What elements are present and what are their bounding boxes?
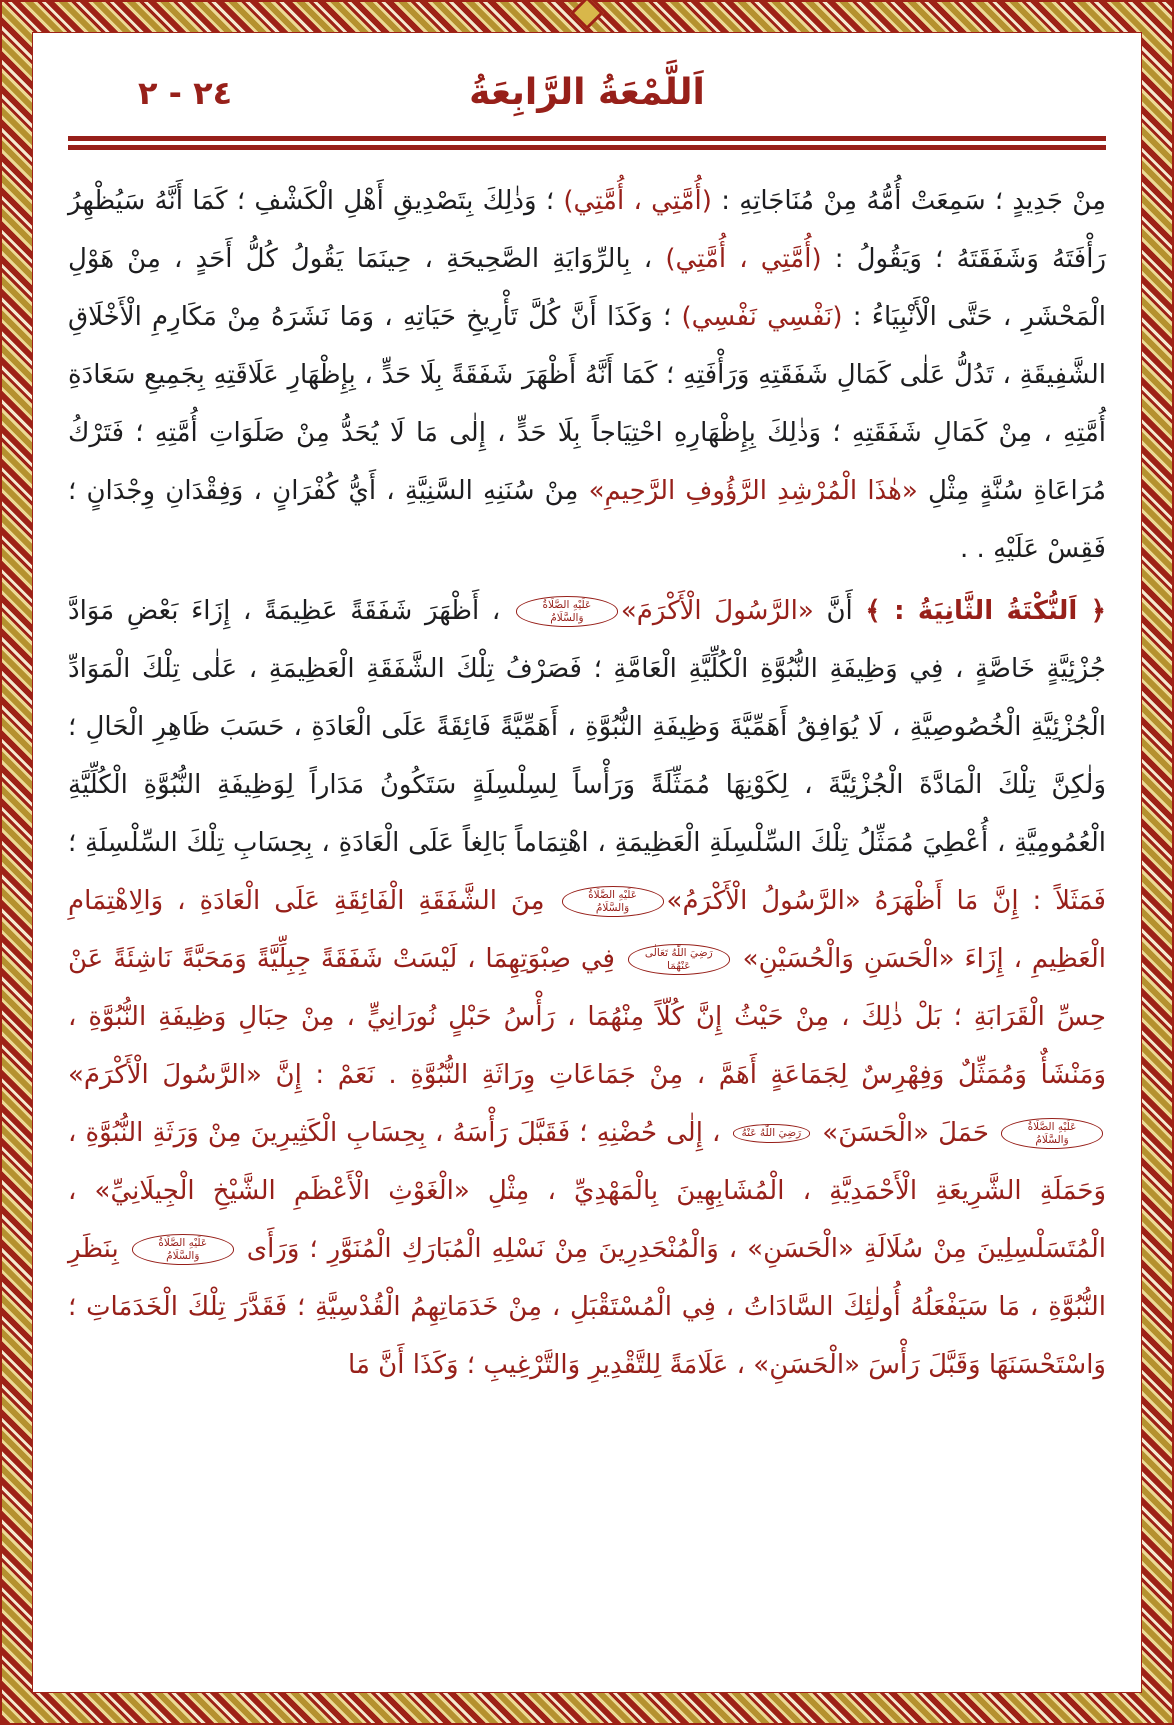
header-double-rule bbox=[68, 136, 1106, 150]
page-header bbox=[68, 58, 1106, 130]
red-phrase-ummati: (أُمَّتِي ، أُمَّتِي) bbox=[665, 244, 822, 274]
red-phrase-nafsi: (نَفْسِي نَفْسِي) bbox=[681, 302, 843, 332]
red-text-segment: فَمَثَلاً : إِنَّ مَا أَظْهَرَهُ bbox=[860, 886, 1106, 916]
red-text-segment: ، إِلٰى حُضْنِهِ ؛ فَقَبَّلَ رَأْسَهُ ، بِحِسَابِ الْكَثِيرِينَ مِنْ وَرَثَةِ النُّبُوَّةِ ، وَحَمَلَةِ الشَّرِيعَةِ الْأَحْمَدِيَّةِ ، الْمُشَابِهِينَ بِالْمَهْدِيِّ ، مِثْلِ «الْغَوْثِ الْأَعْظَمِ الشَّيْخِ الْجِيلَانِيِّ» ، الْمُتَسَلْسِلِينَ مِنْ سُلَالَةِ «الْحَسَنِ» ، وَالْمُنْحَدِرِينَ مِنْ نَسْلِهِ الْمُبَارَكِ الْمُنَوَّرِ ؛ وَرَأَى bbox=[68, 1118, 1106, 1264]
text-segment: مِنْ جَدِيدٍ ؛ سَمِعَتْ أُمُّهُ مِنْ مُنَاجَاتِهِ : bbox=[711, 186, 1106, 216]
text-segment: ؛ وَذٰلِكَ بِتَصْدِيقِ أَهْلِ الْكَشْفِ ؛ كَمَا أَنَّهُ سَيُظْهِرُ رَأْفَتَهُ وَشَفَقَتَهُ ؛ وَيَقُولُ : bbox=[68, 186, 1107, 274]
text-segment: أَنَّ bbox=[813, 596, 866, 626]
page-number: ٢٤ - ٢ bbox=[138, 74, 233, 112]
red-text-segment: فِي صِبْوَتِهِمَا ، لَيْسَتْ شَفَقَةً جِبِلِّيَّةً وَمَحَبَّةً نَاشِئَةً عَنْ حِسِّ الْقَرَابَةِ ؛ بَلْ ذٰلِكَ ، مِنْ حَيْثُ إِنَّ كُلّاً مِنْهُمَا ، رَأْسُ حَبْلٍ نُورَانِيٍّ ، مِنْ حِبَالِ وَظِيفَةِ النُّبُوَّةِ ، وَمَنْشَأٌ وَمُمَثِّلٌ وَفِهْرِسٌ لِجَمَاعَةٍ أَهَمَّ ، مِنْ جَمَاعَاتِ وِرَاثَةِ النُّبُوَّةِ . نَعَمْ : إِنَّ «الرَّسُولَ الْأَكْرَمَ» bbox=[68, 944, 1106, 1090]
section-heading-nukta-2: ﴿ اَلنُّكْتَةُ الثَّانِيَةُ : ﴾ bbox=[865, 596, 1106, 626]
text-segment: مِنْ سُنَنِهِ السَّنِيَّةِ ، أَيُّ كُفْرَانٍ ، وَفِقْدَانِ وِجْدَانٍ ؛ فَقِسْ عَلَيْهِ . . bbox=[68, 476, 1106, 564]
red-phrase-murshid: «هٰذَا الْمُرْشِدِ الرَّؤُوفِ الرَّحِيمِ» bbox=[588, 476, 918, 506]
salawat-seal: عَلَيْهِ الصَّلَاةُ وَالسَّلَامُ bbox=[516, 596, 618, 626]
radi-allah-anhu-seal: رَضِيَ اللّٰهُ عَنْهُ bbox=[733, 1124, 811, 1142]
salawat-seal: عَلَيْهِ الصَّلَاةُ وَالسَّلَامُ bbox=[1001, 1118, 1103, 1148]
body-text bbox=[68, 172, 1106, 1394]
red-text-segment: حَمَلَ «الْحَسَنَ» bbox=[813, 1118, 998, 1148]
salawat-seal: عَلَيْهِ الصَّلَاةُ وَالسَّلَامُ bbox=[562, 886, 664, 916]
red-phrase-ummati: (أُمَّتِي ، أُمَّتِي) bbox=[563, 186, 712, 216]
text-segment: ، أَظْهَرَ شَفَقَةً عَظِيمَةً ، إِزَاءَ بَعْضِ مَوَادَّ جُزْئِيَّةٍ خَاصَّةٍ ، فِي وَظِيفَةِ النُّبُوَّةِ الْكُلِّيَّةِ الْعَامَّةِ ؛ فَصَرْفُ تِلْكَ الشَّفَقَةِ الْعَظِيمَةِ ، عَلٰى تِلْكَ الْمَوَادِّ الْجُزْئِيَّةِ الْخُصُوصِيَّةِ ، لَا يُوَافِقُ أَهَمِّيَّةَ وَظِيفَةِ النُّبُوَّةِ ، أَهَمِّيَّةً فَائِقَةً عَلَى الْعَادَةِ ، حَسَبَ ظَاهِرِ الْحَالِ ؛ وَلٰكِنَّ تِلْكَ الْمَادَّةَ الْجُزْئِيَّةَ ، لِكَوْنِهَا مُمَثِّلَةً وَرَأْساً لِسِلْسِلَةٍ سَتَكُونُ مَدَاراً لِوَظِيفَةِ النُّبُوَّةِ الْكُلِّيَّةِ الْعُمُومِيَّةِ ، أُعْطِيَ مُمَثِّلُ تِلْكَ السِّلْسِلَةِ الْعَظِيمَةِ ، اهْتِمَاماً بَالِغاً عَلَى الْعَادَةِ ، بِحِسَابِ تِلْكَ السِّلْسِلَةِ ؛ bbox=[68, 596, 1106, 858]
paragraph-1 bbox=[68, 172, 1106, 578]
red-phrase-rasul-akram: «الرَّسُولَ الْأَكْرَمَ» bbox=[620, 596, 814, 626]
page-title: اَللَّمْعَةُ الرَّابِعَةُ bbox=[469, 72, 705, 113]
salawat-seal: عَلَيْهِ الصَّلَاةُ وَالسَّلَامُ bbox=[132, 1234, 234, 1264]
radi-allah-anhuma-seal: رَضِيَ اللّٰهُ تَعَالٰى عَنْهُمَا bbox=[628, 944, 730, 974]
text-segment: ؛ وَكَذَا أَنَّ كُلَّ تَأْرِيخِ حَيَاتِهِ ، وَمَا نَشَرَهُ مِنْ مَكَارِمِ الْأَخْلَاقِ الشَّفِيقَةِ ، تَدُلُّ عَلٰى كَمَالِ شَفَقَتِهِ وَرَأْفَتِهِ ؛ كَمَا أَنَّهُ أَظْهَرَ شَفَقَةً بِلَا حَدٍّ ، بِإِظْهَارِ عَلَاقَتِهِ بِجَمِيعِ سَعَادَةِ أُمَّتِهِ ، مِنْ كَمَالِ شَفَقَتِهِ ؛ وَذٰلِكَ بِإِظْهَارِهِ احْتِيَاجاً بِلَا حَدٍّ ، إِلٰى مَا لَا يُحَدُّ مِنْ صَلَوَاتِ أُمَّتِهِ ؛ فَتَرْكُ مُرَاعَاةِ سُنَّةٍ مِثْلِ bbox=[68, 302, 1106, 506]
page-content bbox=[40, 40, 1134, 1685]
red-text-segment: بِنَظَرِ النُّبُوَّةِ ، مَا سَيَفْعَلُهُ أُولٰئِكَ السَّادَاتُ ، فِي الْمُسْتَقْبَلِ ، مِنْ خَدَمَاتِهِمُ الْقُدْسِيَّةِ ؛ فَقَدَّرَ تِلْكَ الْخَدَمَاتِ ؛ وَاسْتَحْسَنَهَا وَقَبَّلَ رَأْسَ «الْحَسَنِ» ، عَلَامَةً لِلتَّقْدِيرِ وَالتَّرْغِيبِ ؛ وَكَذَا أَنَّ مَا bbox=[68, 1234, 1106, 1380]
red-phrase-rasul-akram: «الرَّسُولُ الْأَكْرَمُ» bbox=[666, 886, 861, 916]
paragraph-2 bbox=[68, 582, 1106, 1394]
red-text-segment: مِنَ الشَّفَقَةِ الْفَائِقَةِ عَلَى الْعَادَةِ ، وَالِاهْتِمَامِ الْعَظِيمِ ، إِزَاءَ «الْحَسَنِ وَالْحُسَيْنِ» bbox=[68, 886, 1106, 974]
text-segment: ، بِالرِّوَايَةِ الصَّحِيحَةِ ، حِينَمَا يَقُولُ كُلُّ أَحَدٍ ، مِنْ هَوْلِ الْمَحْشَرِ ، حَتَّى الْأَنْبِيَاءُ : bbox=[68, 244, 1107, 332]
